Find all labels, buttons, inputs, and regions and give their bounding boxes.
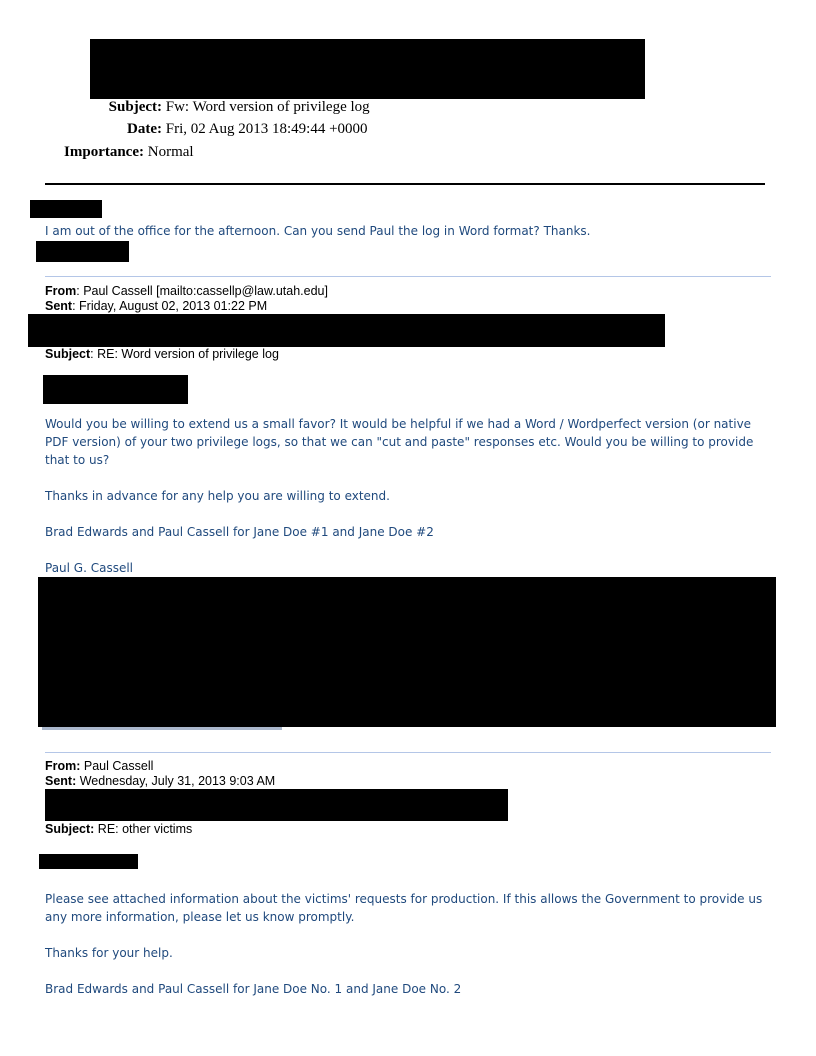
email2-sent-label: Sent: <box>45 774 77 788</box>
email1-sent-value: : Friday, August 02, 2013 01:22 PM <box>72 299 268 313</box>
email1-subject <box>45 347 279 362</box>
header-date-value: Fri, 02 Aug 2013 18:49:44 +0000 <box>165 121 368 137</box>
separator-2 <box>45 752 771 753</box>
email1-signature: Paul G. Cassell <box>45 561 134 575</box>
redaction-signature-block <box>38 577 776 727</box>
redaction-signoff <box>36 241 129 262</box>
header-date-label: Date: <box>127 121 162 137</box>
email1-sent <box>45 299 267 314</box>
top-message-body: I am out of the office for the afternoon. Can you send Paul the log in Word format? Thanks. <box>45 224 591 238</box>
redaction-email1-salutation <box>43 375 188 404</box>
email1-subject-value: : RE: Word version of privilege log <box>90 347 279 361</box>
email1-from-value: : Paul Cassell [mailto:cassellp@law.utah.edu] <box>76 284 328 298</box>
email1-from-label: From <box>45 284 77 298</box>
email2-subject-value: RE: other victims <box>94 822 193 836</box>
header-date <box>58 120 368 138</box>
header-subject-value: Fw: Word version of privilege log <box>165 99 370 115</box>
email2-para3: Brad Edwards and Paul Cassell for Jane Doe No. 1 and Jane Doe No. 2 <box>45 982 462 996</box>
separator-1 <box>45 276 771 277</box>
email2-from <box>45 759 153 774</box>
email1-subject-label: Subject <box>45 347 91 361</box>
email2-subject <box>45 822 192 837</box>
email1-from <box>45 284 328 299</box>
header-subject <box>58 98 370 116</box>
redaction-bottom-fringe <box>42 727 282 730</box>
email1-para1: Would you be willing to extend us a small favor? It would be helpful if we had a Word / Wordperfect version (or native PDF version) of your two privilege logs, so that we can "cut and paste" responses etc. Would you be willing to provide that to us? <box>45 417 754 467</box>
email1-para3: Brad Edwards and Paul Cassell for Jane Doe #1 and Jane Doe #2 <box>45 525 434 539</box>
email2-subject-label: Subject: <box>45 822 95 836</box>
email2-from-label: From: <box>45 759 81 773</box>
email2-para2: Thanks for your help. <box>45 946 173 960</box>
redaction-email1-recipients <box>28 314 665 347</box>
email1-para2: Thanks in advance for any help you are willing to extend. <box>45 489 390 503</box>
redaction-email2-salutation <box>39 854 138 869</box>
email2-sent <box>45 774 275 789</box>
header-importance <box>58 143 194 161</box>
header-subject-label: Subject: <box>108 99 162 115</box>
redaction-greeting <box>30 200 102 218</box>
email2-para1: Please see attached information about the victims' requests for production. If this allows the Government to provide us any more information, please let us know promptly. <box>45 892 763 924</box>
email1-sent-label: Sent <box>45 299 73 313</box>
email2-sent-value: Wednesday, July 31, 2013 9:03 AM <box>76 774 276 788</box>
email2-from-value: Paul Cassell <box>80 759 154 773</box>
redaction-email2-recipients <box>45 789 508 821</box>
header-importance-value: Normal <box>147 144 194 160</box>
header-importance-label: Importance: <box>64 144 144 160</box>
header-divider <box>45 183 765 185</box>
redaction-top <box>90 39 645 99</box>
